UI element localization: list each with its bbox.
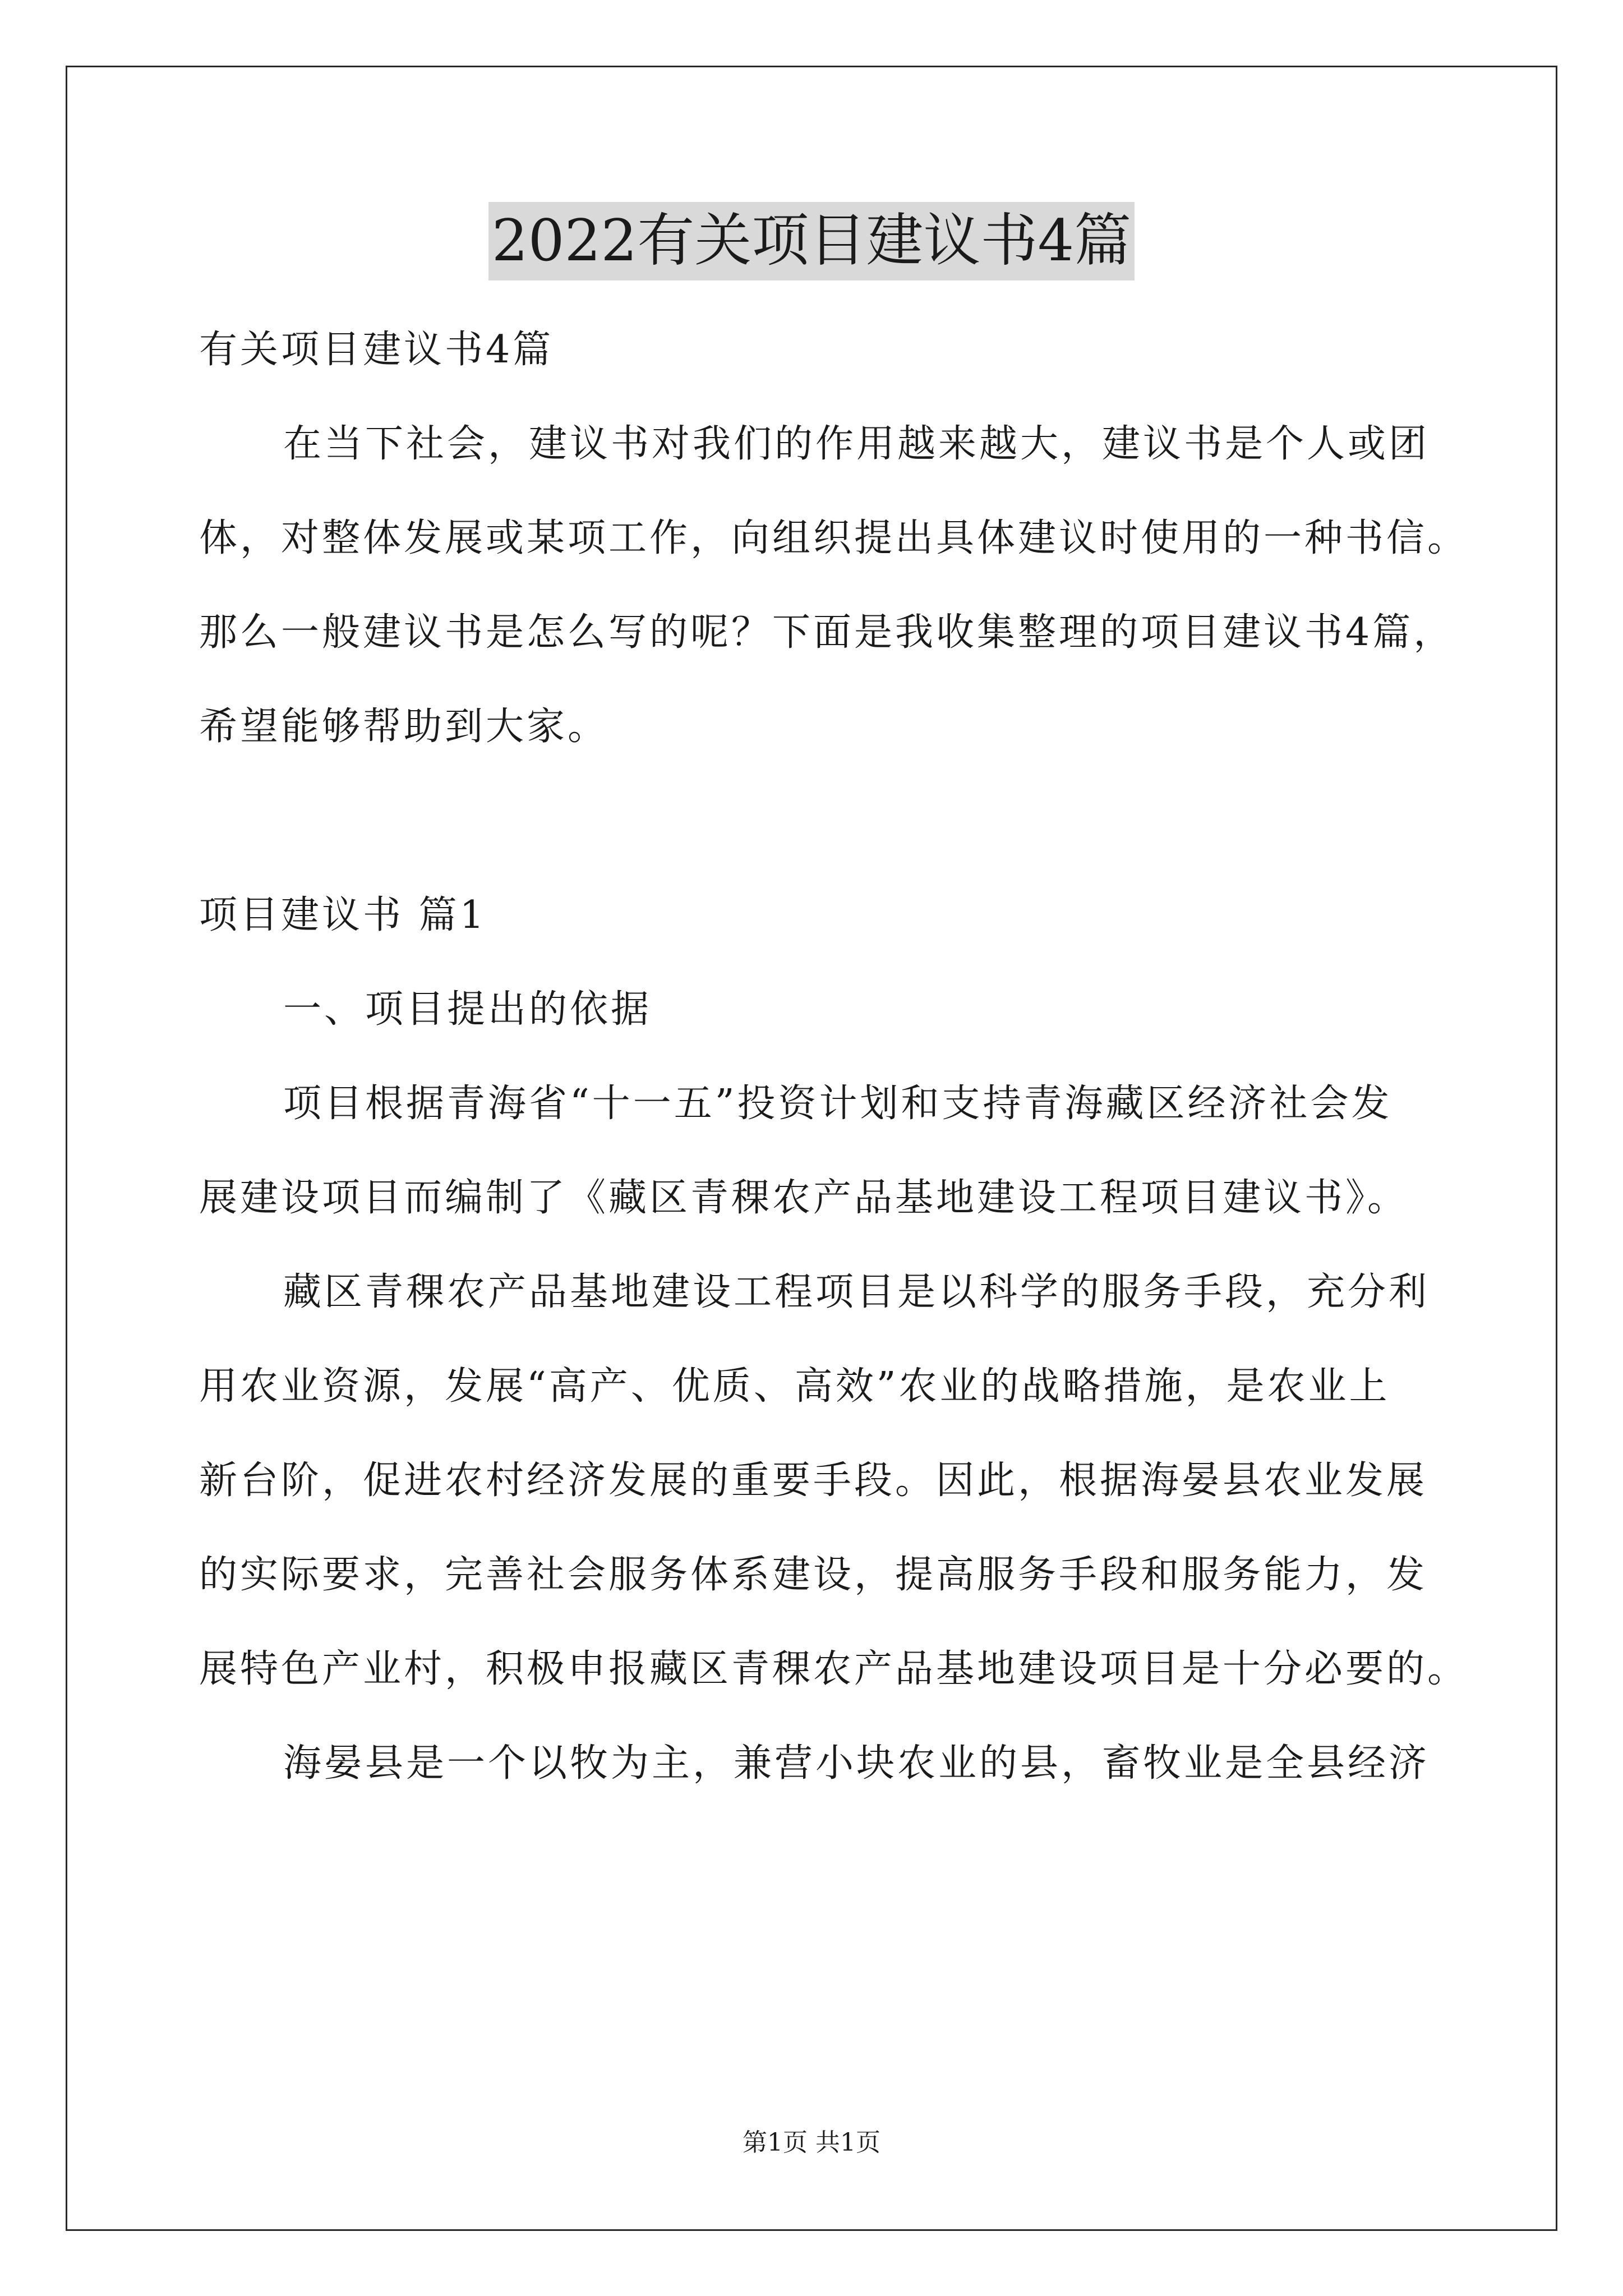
intro-line: 那么一般建议书是怎么写的呢？下面是我收集整理的项目建议书4篇， xyxy=(199,610,1455,655)
document-subtitle: 有关项目建议书4篇 xyxy=(199,328,554,372)
paragraph-line: 用农业资源，发展“高产、优质、高效”农业的战略措施，是农业上 xyxy=(199,1364,1390,1409)
intro-line: 体，对整体发展或某项工作，向组织提出具体建议时使用的一种书信。 xyxy=(199,516,1469,560)
paragraph-line: 新台阶，促进农村经济发展的重要手段。因此，根据海晏县农业发展 xyxy=(199,1458,1428,1503)
paragraph-line: 海晏县是一个以牧为主，兼营小块农业的县，畜牧业是全县经济 xyxy=(283,1741,1430,1786)
blank-line xyxy=(199,774,1433,868)
document-body xyxy=(199,303,1469,1811)
page-footer: 第1页 共1页 xyxy=(743,2128,880,2157)
document-title: 2022有关项目建议书4篇 xyxy=(488,202,1135,280)
paragraph-line: 藏区青稞农产品基地建设工程项目是以科学的服务手段，充分利 xyxy=(283,1270,1430,1314)
paragraph-line: 项目根据青海省“十一五”投资计划和支持青海藏区经济社会发 xyxy=(283,1082,1393,1126)
paragraph-line: 展建设项目而编制了《藏区青稞农产品基地建设工程项目建议书》。 xyxy=(199,1176,1409,1220)
paragraph-line: 展特色产业村，积极申报藏区青稞农产品基地建设项目是十分必要的。 xyxy=(199,1647,1469,1691)
intro-line: 希望能够帮助到大家。 xyxy=(199,705,609,749)
title-container xyxy=(0,202,1623,280)
section-heading: 项目建议书 篇1 xyxy=(199,893,487,937)
paragraph-line: 的实际要求，完善社会服务体系建设，提高服务手段和服务能力，发 xyxy=(199,1553,1428,1597)
intro-line: 在当下社会，建议书对我们的作用越来越大，建议书是个人或团 xyxy=(283,422,1430,466)
subheading: 一、项目提出的依据 xyxy=(283,987,652,1032)
